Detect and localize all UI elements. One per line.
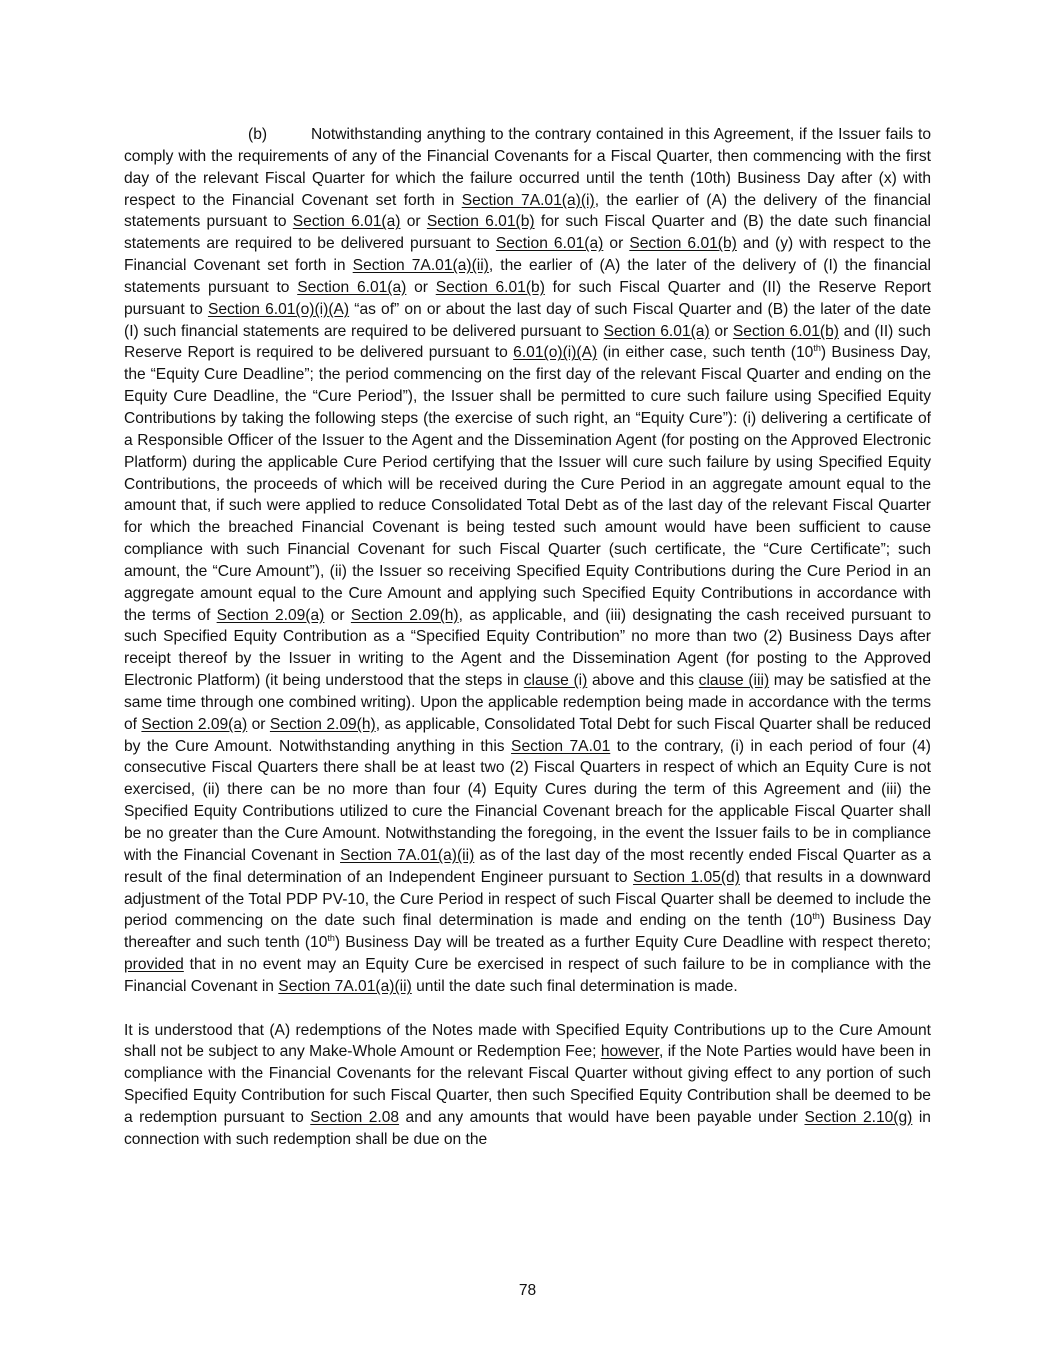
text-run: may be satisfied at the same time through one combined writing). Upon the applicable redemption being made in accordance with the terms of: [124, 672, 932, 733]
superscript-ordinal: th: [812, 911, 820, 922]
document-page: [124, 124, 931, 1151]
cross-reference: Section 2.09(a): [141, 715, 248, 733]
text-run: or: [603, 235, 630, 253]
text-run: , if the Note Parties would have been in compliance with the Financial Covenants for the relevant Fiscal Quarter without giving effect to any portion of such Specified Equity Contribution for such Fiscal Quarter, then such Specified Equity Contribution shall be deemed to be a redemption pursuant to: [124, 1043, 931, 1126]
cross-reference: Section 6.01(b): [426, 213, 535, 231]
cross-reference: Section 7A.01: [511, 737, 611, 755]
cross-reference: clause (iii): [698, 672, 770, 690]
text-run: (in either case, such tenth (10: [597, 344, 814, 362]
cross-reference: 6.01(o)(i)(A): [513, 344, 598, 362]
page-number: 78: [518, 1282, 537, 1299]
text-run: for such Fiscal Quarter and (II) the Reserve Report pursuant to: [124, 278, 931, 318]
text-run: ) Business Day, the “Equity Cure Deadline”; the period commencing on the first day of the relevant Fiscal Quarter and ending on the Equity Cure Deadline, the “Cure Period”), the Issuer shall be permitted to cure such failure using Specified Equity Contributions by taking the following steps (the exercise of such right, an “Equity Cure”): (i) delivering a certificate of a Responsible Officer of the Issuer to the Agent and the Dissemination Agent (for posting on the Approved Electronic Platform) during the applicable Cure Period certifying that the Issuer will cure such failure by using Specified Equity Contributions, the proceeds of which will be received during the Cure Period in an aggregate amount equal to the amount that, if such were applied to reduce Consolidated Total Debt as of the last day of the relevant Fiscal Quarter for which the breached Financial Covenant is being tested such amount would have been sufficient to cause compliance with such Financial Covenant for such Fiscal Quarter (such certificate, the “Cure Certificate”; such amount, the “Cure Amount”), (ii) the Issuer so receiving Specified Equity Contributions during the Cure Period in an aggregate amount equal to the Cure Amount and applying such Specified Equity Contributions in accordance with the terms of: [124, 344, 931, 624]
text-run: to the contrary, (i) in each period of four (4) consecutive Fiscal Quarters there shall be at least two (2) Fiscal Quarters in respect of which an Equity Cure is not exercised, (ii) there can be no more than four (4) Equity Cures during the term of this Agreement and (iii) the Specified Equity Contributions utilized to cure the Financial Covenant breach for the applicable Fiscal Quarter shall be no greater than the Cure Amount. Notwithstanding the foregoing, in the event the Issuer fails to be in compliance with the Financial Covenant in: [124, 737, 931, 864]
text-run: or: [247, 715, 270, 733]
cross-reference: Section 6.01(a): [495, 235, 604, 253]
cross-reference: Section 6.01(b): [435, 278, 545, 296]
text-run: and any amounts that would have been payable under: [399, 1108, 805, 1126]
text-run: Notwithstanding anything to the contrary contained in this Agreement, if the Issuer fails to comply with the requirements of any of the Financial Covenants for a Fiscal Quarter, then commencing with the first day of the relevant Fiscal Quarter for which the failure occurred until the tenth (10th) Business Day after (x) with respect to the Financial Covenant set forth in: [124, 126, 931, 209]
text-run: , as applicable, Consolidated Total Debt for such Fiscal Quarter shall be reduced by the Cure Amount. Notwithstanding anything in this: [124, 715, 931, 755]
text-run: , as applicable, and (iii) designating the cash received pursuant to such Specified Equity Contribution as a “Specified Equity Contribution” no more than two (2) Business Days after receipt thereof by the Issuer in writing to the Agent and the Dissemination Agent (for posting to the Approved Electronic Platform) (it being understood that the steps in: [124, 606, 931, 690]
cross-reference: clause (i): [523, 672, 588, 690]
cross-reference: Section 6.01(a): [292, 213, 401, 231]
cross-reference: Section 2.10(g): [804, 1108, 913, 1126]
cross-reference: provided: [124, 956, 184, 974]
cross-reference: Section 7A.01(a)(ii): [278, 977, 412, 995]
cross-reference: Section 6.01(o)(i)(A): [207, 300, 350, 318]
cross-reference: Section 7A.01(a)(i): [461, 191, 595, 209]
text-run: and (II) such Reserve Report is required to be delivered pursuant to: [124, 322, 931, 362]
cross-reference: Section 2.09(h): [350, 606, 459, 624]
text-run: ) Business Day thereafter and such tenth (10: [124, 912, 931, 952]
paragraph-understood: [124, 1020, 931, 1151]
cross-reference: Section 6.01(b): [732, 322, 839, 340]
text-run: , the earlier of (A) the delivery of the financial statements pursuant to: [124, 191, 932, 231]
text-run: It is understood that (A) redemptions of the Notes made with Specified Equity Contributions up to the Cure Amount shall not be subject to any Make-Whole Amount or Redemption Fee;: [124, 1021, 931, 1061]
text-run: until the date such final determination is made.: [411, 977, 738, 995]
cross-reference: however: [600, 1043, 659, 1061]
cross-reference: Section 6.01(a): [603, 322, 710, 340]
text-run: or: [406, 278, 436, 296]
text-run: as of the last day of the most recently ended Fiscal Quarter as a result of the final determination of an Independent Engineer pursuant to: [124, 846, 931, 886]
text-run: ) Business Day will be treated as a further Equity Cure Deadline with respect thereto;: [334, 934, 931, 952]
cross-reference: Section 7A.01(a)(ii): [340, 846, 475, 864]
text-run: or: [324, 606, 351, 624]
cross-reference: Section 2.08: [310, 1108, 400, 1126]
text-run: in connection with such redemption shall be due on the: [124, 1108, 931, 1148]
text-run: that results in a downward adjustment of the Total PDP PV-10, the Cure Period in respect of such Fiscal Quarter shall be deemed to include the period commencing on the date such final determination is made and ending on the tenth (10: [124, 868, 931, 930]
superscript-ordinal: th: [327, 933, 335, 944]
cross-reference: Section 2.09(a): [216, 606, 325, 624]
paragraph-b: [124, 124, 931, 998]
text-run: and (y) with respect to the Financial Covenant set forth in: [124, 235, 931, 275]
text-run: , the earlier of (A) the later of the delivery of (I) the financial statements pursuant to: [124, 257, 932, 296]
text-run: for such Fiscal Quarter and (B) the date such financial statements are required to be delivered pursuant to: [124, 213, 931, 253]
superscript-ordinal: th: [813, 343, 821, 354]
text-run: that in no event may an Equity Cure be exercised in respect of such failure to be in compliance with the Financial Covenant in: [124, 956, 931, 995]
text-run: “as of” on or about the last day of such Fiscal Quarter and (B) the later of the date (I) such financial statements are required to be delivered pursuant to: [124, 300, 932, 340]
text-run: or: [400, 213, 427, 231]
text-run: or: [709, 322, 733, 340]
cross-reference: Section 1.05(d): [633, 868, 740, 886]
cross-reference: Section 7A.01(a)(ii): [352, 257, 489, 275]
clause-marker: (b): [248, 126, 268, 143]
cross-reference: Section 6.01(b): [629, 235, 737, 253]
cross-reference: Section 6.01(a): [297, 278, 407, 296]
text-run: above and this: [587, 672, 699, 690]
cross-reference: Section 2.09(h): [269, 715, 376, 733]
